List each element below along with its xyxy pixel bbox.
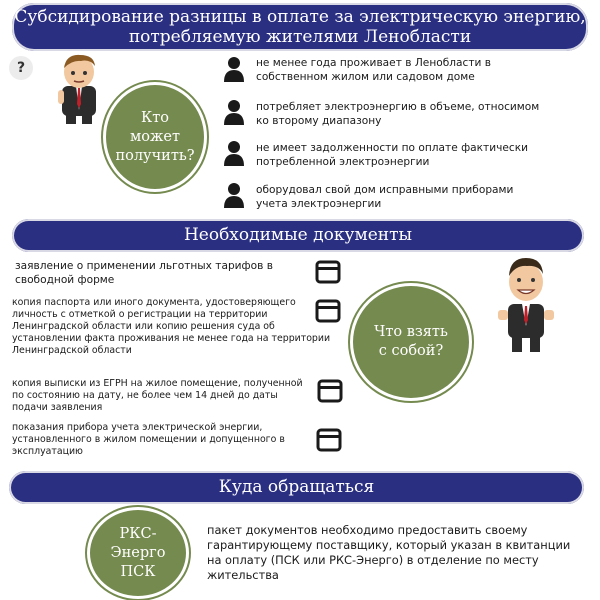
person-icon xyxy=(223,99,245,125)
document-icon xyxy=(315,260,341,284)
who-item-1-line2: собственном жилом или садовом доме xyxy=(256,71,475,83)
supplier-circle-line3: ПСК xyxy=(120,563,156,580)
supplier-circle-line2: Энерго xyxy=(110,544,166,561)
document-icon xyxy=(317,379,343,403)
doc-item-2-line1: копия паспорта или иного документа, удостоверяющего xyxy=(12,297,296,308)
who-item-3-line1: не имеет задолженности по оплате фактически xyxy=(256,142,528,154)
person-icon xyxy=(223,140,245,166)
doc-item-4 xyxy=(12,422,285,458)
who-item-3-line2: потребленной электроэнергии xyxy=(256,156,430,168)
doc-item-2 xyxy=(12,297,330,357)
what-to-bring-circle xyxy=(350,283,472,401)
doc-item-4-line2: установленного в жилом помещении и допущенного в xyxy=(12,434,285,445)
doc-item-3-line3: подачи заявления xyxy=(12,402,103,413)
doc-item-2-line4: установлении факта проживания не менее года на территории xyxy=(12,333,331,344)
doc-item-3-line2: по состоянию на дату, не более чем 14 дней до даты xyxy=(12,390,278,401)
who-item-3 xyxy=(256,141,528,169)
thumbs-up-man-illustration xyxy=(494,252,558,354)
header-title-line1: Субсидирование разницы в оплате за электрическую энергию, xyxy=(14,7,586,27)
who-circle-line1: Кто xyxy=(141,109,169,126)
person-icon xyxy=(223,56,245,82)
documents-title: Необходимые документы xyxy=(183,225,413,245)
where-to-apply-banner xyxy=(9,471,584,504)
doc-item-3 xyxy=(12,378,303,414)
where-title: Куда обращаться xyxy=(218,477,375,497)
who-item-4-line2: учета электроэнергии xyxy=(256,198,382,210)
who-can-receive-circle xyxy=(103,82,207,192)
doc-item-3-line1: копия выписки из ЕГРН на жилое помещение, полученной xyxy=(12,378,303,389)
header-banner xyxy=(12,3,588,51)
doc-item-2-line5: Ленинградской области xyxy=(12,345,132,356)
doc-item-4-line1: показания прибора учета электрической энергии, xyxy=(12,422,263,433)
where-text-line3: на оплату (ПСК или РКС-Энерго) в отделение по месту xyxy=(207,553,539,567)
bring-circle-line1: Что взять xyxy=(374,324,448,340)
doc-item-1-line2: свободной форме xyxy=(15,274,115,286)
where-text-line2: гарантирующему поставщику, который указан в квитанции xyxy=(207,538,571,552)
doc-item-1-line1: заявление о применении льготных тарифов в xyxy=(15,260,273,272)
where-text xyxy=(207,523,570,583)
who-item-2-line2: ко второму диапазону xyxy=(256,115,382,127)
supplier-circle-line1: РКС- xyxy=(119,525,157,542)
thinking-man-illustration xyxy=(50,50,110,126)
question-bubble-icon: ? xyxy=(9,56,33,80)
who-item-1 xyxy=(256,56,491,84)
document-icon xyxy=(315,299,341,323)
where-text-line1: пакет документов необходимо предоставить своему xyxy=(207,523,528,537)
doc-item-4-line3: эксплуатацию xyxy=(12,446,83,457)
who-item-2 xyxy=(256,100,539,128)
who-circle-line3: получить? xyxy=(115,147,195,164)
supplier-circle xyxy=(87,507,189,599)
who-item-4-line1: оборудовал свой дом исправными приборами xyxy=(256,184,514,196)
document-icon xyxy=(316,428,342,452)
who-circle-line2: может xyxy=(130,128,180,145)
who-item-2-line1: потребляет электроэнергию в объеме, относимом xyxy=(256,101,540,113)
who-item-4 xyxy=(256,183,513,211)
doc-item-2-line3: Ленинградской области или копию решения суда об xyxy=(12,321,275,332)
person-icon xyxy=(223,182,245,208)
who-item-1-line1: не менее года проживает в Ленобласти в xyxy=(256,57,492,69)
header-title-line2: потребляемую жителями Ленобласти xyxy=(128,27,472,47)
doc-item-2-line2: личность с отметкой о регистрации на территории xyxy=(12,309,268,320)
bring-circle-line2: с собой? xyxy=(378,343,444,359)
doc-item-1 xyxy=(15,259,273,287)
where-text-line4: жительства xyxy=(207,568,279,582)
documents-banner xyxy=(12,219,584,252)
